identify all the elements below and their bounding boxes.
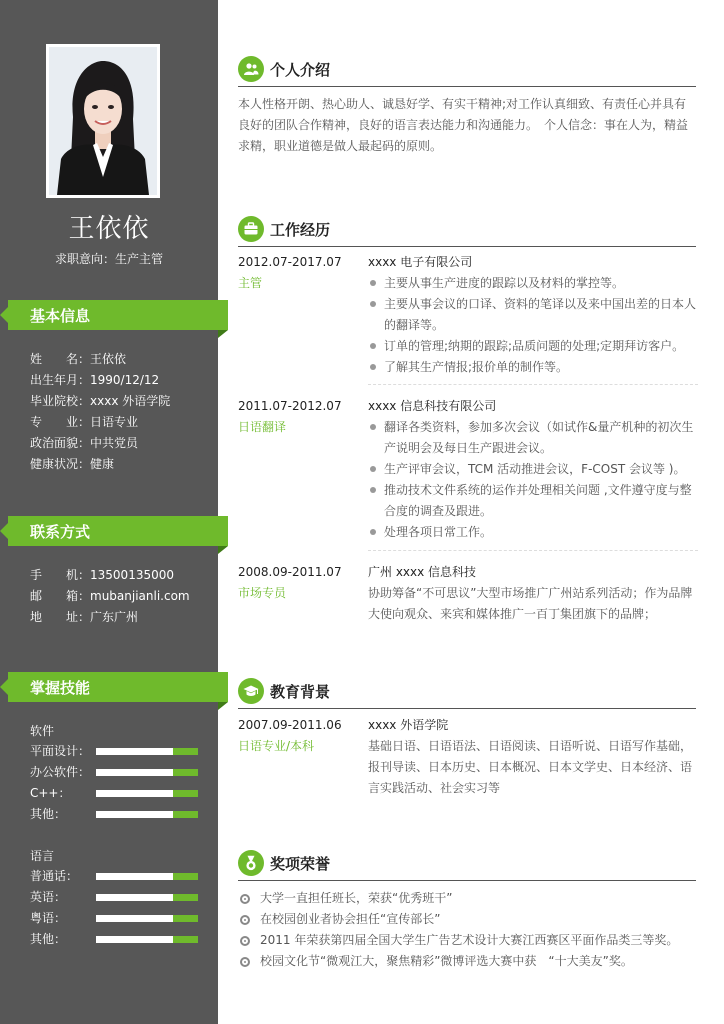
list-item: 主要从事会议的口译、资料的笔译以及来中国出差的日本人的翻译等。 bbox=[368, 294, 698, 336]
intro-section-title bbox=[238, 56, 696, 87]
info-row bbox=[30, 370, 170, 391]
contact-title: 联系方式 bbox=[30, 523, 91, 541]
skill-bar bbox=[96, 936, 198, 943]
skill-bar-fill bbox=[96, 790, 173, 797]
skill-label: 平面设计： bbox=[30, 744, 91, 758]
info-key: 手 机： bbox=[30, 568, 91, 582]
bullet-ring-icon bbox=[240, 957, 250, 967]
work-org: xxxx 信息科技有限公司 bbox=[368, 399, 497, 413]
contact-row-phone bbox=[30, 565, 190, 586]
work-role: 日语翻译 bbox=[238, 420, 287, 434]
info-key: 地 址： bbox=[30, 610, 91, 624]
job-intent-value: 生产主管 bbox=[115, 252, 164, 266]
info-value: 中共党员 bbox=[90, 436, 139, 450]
info-key: 政治面貌： bbox=[30, 436, 91, 450]
info-key: 毕业院校： bbox=[30, 394, 91, 408]
edu-major: 日语专业/本科 bbox=[238, 739, 315, 753]
skill-bar bbox=[96, 873, 198, 880]
skill-bar-fill bbox=[96, 873, 173, 880]
work-org: xxxx 电子有限公司 bbox=[368, 255, 473, 269]
list-item bbox=[238, 888, 698, 909]
skill-bar-fill bbox=[96, 915, 173, 922]
skills-title: 掌握技能 bbox=[30, 679, 91, 697]
work-role: 主管 bbox=[238, 276, 263, 290]
info-row bbox=[30, 433, 170, 454]
briefcase-icon bbox=[238, 216, 264, 242]
skill-bar-fill bbox=[96, 748, 173, 755]
list-item: 处理各项日常工作。 bbox=[368, 522, 698, 543]
skill-bar bbox=[96, 915, 198, 922]
list-item bbox=[238, 951, 698, 972]
skills-band bbox=[0, 672, 228, 710]
skill-row bbox=[30, 762, 200, 783]
skill-row bbox=[30, 887, 200, 908]
entry-divider bbox=[368, 550, 698, 551]
software-head: 软件 bbox=[30, 724, 55, 738]
sidebar bbox=[0, 0, 218, 1024]
skill-bar-fill bbox=[96, 769, 173, 776]
list-item bbox=[238, 909, 698, 930]
info-key: 专 业： bbox=[30, 415, 91, 429]
email-value: mubanjianli.com bbox=[90, 589, 190, 603]
info-key: 姓 名： bbox=[30, 352, 91, 366]
entry-divider bbox=[368, 384, 698, 385]
skill-label: 粤语： bbox=[30, 911, 67, 925]
education-section-title bbox=[238, 678, 696, 709]
work-period: 2008.09-2011.07 bbox=[238, 565, 342, 579]
people-icon bbox=[238, 56, 264, 82]
award-text: 2011 年荣获第四届全国大学生广告艺术设计大赛江西赛区平面作品类三等奖。 bbox=[260, 933, 679, 947]
skill-row bbox=[30, 908, 200, 929]
list-item: 订单的管理;纳期的跟踪;品质问题的处理;定期拜访客户。 bbox=[368, 336, 698, 357]
work-org: 广州 xxxx 信息科技 bbox=[368, 565, 477, 579]
award-text: 校园文化节“微观江大，聚焦精彩”微博评选大赛中获 “十大美友”奖。 bbox=[260, 954, 633, 968]
bullet-ring-icon bbox=[240, 894, 250, 904]
software-skills bbox=[30, 721, 200, 825]
info-row bbox=[30, 454, 170, 475]
list-item: 推动技术文件系统的运作并处理相关问题 ,文件遵守度与整合度的调查及跟进。 bbox=[368, 480, 698, 522]
address-value: 广东广州 bbox=[90, 610, 139, 624]
language-skills bbox=[30, 846, 200, 950]
work-period: 2011.07-2012.07 bbox=[238, 399, 342, 413]
work-section-title bbox=[238, 216, 696, 247]
skill-row bbox=[30, 783, 200, 804]
contact-band bbox=[0, 516, 228, 554]
education-title: 教育背景 bbox=[270, 683, 331, 701]
edu-school: xxxx 外语学院 bbox=[368, 718, 449, 732]
work-bullets bbox=[368, 273, 698, 378]
list-item: 了解其生产情报;报价单的制作等。 bbox=[368, 357, 698, 378]
profile-photo bbox=[46, 44, 160, 198]
list-item: 生产评审会议，TCM 活动推进会议，F-COST 会议等 )。 bbox=[368, 459, 698, 480]
edu-period: 2007.09-2011.06 bbox=[238, 718, 342, 732]
skill-bar bbox=[96, 811, 198, 818]
list-item: 主要从事生产进度的跟踪以及材料的掌控等。 bbox=[368, 273, 698, 294]
skill-bar bbox=[96, 748, 198, 755]
intro-title: 个人介绍 bbox=[270, 61, 331, 79]
awards-list bbox=[238, 888, 698, 972]
info-key: 健康状况： bbox=[30, 457, 91, 471]
skill-label: C++： bbox=[30, 786, 71, 800]
award-text: 在校园创业者协会担任“宣传部长” bbox=[260, 912, 441, 926]
skill-row bbox=[30, 804, 200, 825]
skill-label: 办公软件： bbox=[30, 765, 91, 779]
contact-row-address bbox=[30, 607, 190, 628]
skill-row bbox=[30, 929, 200, 950]
basic-info-list bbox=[30, 349, 170, 475]
info-row bbox=[30, 391, 170, 412]
work-title: 工作经历 bbox=[270, 221, 331, 239]
work-role: 市场专员 bbox=[238, 586, 287, 600]
skill-bar bbox=[96, 894, 198, 901]
list-item bbox=[238, 930, 698, 951]
info-key: 出生年月： bbox=[30, 373, 91, 387]
skill-bar bbox=[96, 769, 198, 776]
info-key: 邮 箱： bbox=[30, 589, 91, 603]
graduation-cap-icon bbox=[238, 678, 264, 704]
skill-bar-fill bbox=[96, 894, 173, 901]
info-value: 健康 bbox=[90, 457, 115, 471]
job-intent-label: 求职意向： bbox=[54, 252, 115, 266]
medal-icon bbox=[238, 850, 264, 876]
skill-bar-fill bbox=[96, 811, 173, 818]
skill-row bbox=[30, 866, 200, 887]
contact-list bbox=[30, 565, 190, 628]
candidate-name: 王依依 bbox=[68, 214, 150, 244]
info-value: 1990/12/12 bbox=[90, 373, 160, 387]
bullet-ring-icon bbox=[240, 915, 250, 925]
skill-row bbox=[30, 741, 200, 762]
language-head: 语言 bbox=[30, 849, 55, 863]
list-item: 翻译各类资料，参加多次会议（如试作&量产机种的初次生产说明会及每日生产跟进会议。 bbox=[368, 417, 698, 459]
basic-info-band bbox=[0, 300, 228, 338]
awards-section-title bbox=[238, 850, 696, 881]
info-value: 日语专业 bbox=[90, 415, 139, 429]
awards-title: 奖项荣誉 bbox=[270, 855, 331, 873]
skill-label: 英语： bbox=[30, 890, 67, 904]
phone-value: 13500135000 bbox=[90, 568, 174, 582]
job-intent bbox=[0, 250, 218, 267]
skill-bar-fill bbox=[96, 936, 173, 943]
bullet-ring-icon bbox=[240, 936, 250, 946]
basic-info-title: 基本信息 bbox=[30, 307, 91, 325]
info-row bbox=[30, 349, 170, 370]
skill-bar bbox=[96, 790, 198, 797]
skill-label: 其他： bbox=[30, 932, 67, 946]
work-description: 协助筹备“不可思议”大型市场推广广州站系列活动；作为品牌大使向观众、来宾和媒体推广一百丁集团旗下的品牌； bbox=[368, 586, 693, 621]
intro-text: 本人性格开朗、热心助人、诚恳好学、有实干精神;对工作认真细致、有责任心并具有良好的团队合作精神，良好的语言表达能力和沟通能力。 个人信念：事在人为，精益求精，职业道德是做人最起码的原则。 bbox=[238, 97, 689, 153]
info-value: 王依依 bbox=[90, 352, 127, 366]
skill-label: 其他： bbox=[30, 807, 67, 821]
skill-label: 普通话： bbox=[30, 869, 79, 883]
contact-row-email bbox=[30, 586, 190, 607]
edu-courses: 基础日语、日语语法、日语阅读、日语听说、日语写作基础，报刊导读、日本历史、日本概况、日本文学史、日本经济、语言实践活动、社会实习等 bbox=[368, 739, 693, 795]
work-bullets bbox=[368, 417, 698, 543]
award-text: 大学一直担任班长，荣获“优秀班干” bbox=[260, 891, 453, 905]
info-row bbox=[30, 412, 170, 433]
info-value: xxxx 外语学院 bbox=[90, 394, 171, 408]
work-period: 2012.07-2017.07 bbox=[238, 255, 342, 269]
